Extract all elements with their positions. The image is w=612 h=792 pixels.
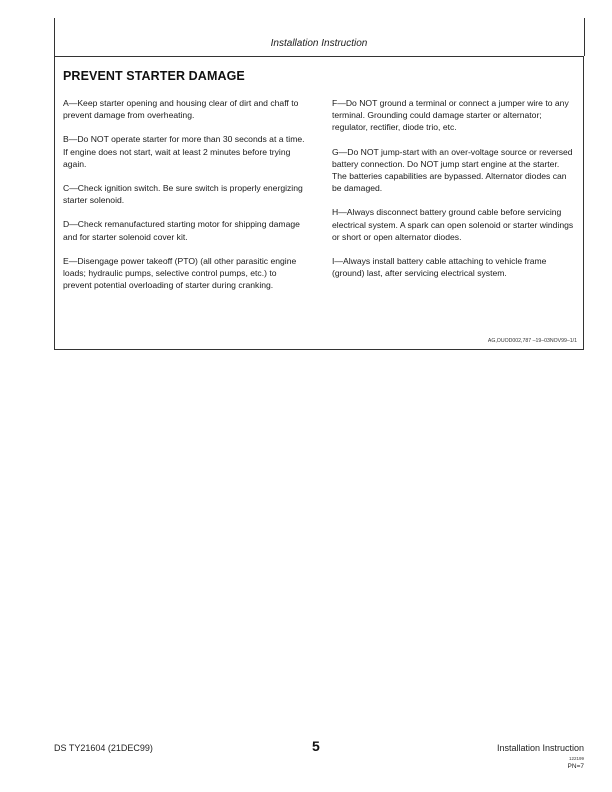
header-left-rule — [54, 18, 55, 56]
instruction-i: I—Always install battery cable attaching to vehicle frame (ground) last, after servicing electrical system. — [332, 256, 547, 279]
instruction-g: G—Do NOT jump-start with an over-voltage source or reversed battery connection. Do NOT jump start engine at the starter. The batteries capabilities are bypassed. Alternator diodes can be damaged. — [332, 146, 573, 194]
instruction-d: D—Check remanufactured starting motor for shipping damage and for starter solenoid cover kit. — [63, 219, 300, 242]
section-title: PREVENT STARTER DAMAGE — [63, 69, 245, 83]
footer-title: Installation Instruction — [496, 743, 584, 753]
left-column — [63, 97, 307, 303]
instruction-c: C—Check ignition switch. Be sure switch is properly energizing starter solenoid. — [63, 183, 303, 206]
instruction-e: E—Disengage power takeoff (PTO) (all other parasitic engine loads; hydraulic pumps, selective control pumps, etc.) to prevent potential overloading of starter during cranking. — [63, 255, 297, 291]
footer-pn: PN=7 — [567, 763, 584, 770]
instruction-f: F—Do NOT ground a terminal or connect a jumper wire to any terminal. Grounding could damage starter or alternator; regulator, rectifier, diode trio, etc. — [332, 98, 569, 133]
header-right-rule — [584, 18, 585, 56]
footer-page-number: 5 — [312, 738, 320, 754]
right-column — [332, 97, 576, 291]
footer-small-code: 122199 — [568, 756, 584, 761]
footer-doc-id: DS TY21604 (21DEC99) — [54, 743, 153, 753]
instruction-h: H—Always disconnect battery ground cable before servicing electrical system. A spark can open solenoid or starter windings or short or open alternator diodes. — [332, 207, 574, 242]
header-title: Installation Instruction — [270, 38, 368, 49]
instruction-a: A—Keep starter opening and housing clear of dirt and chaff to prevent damage from overheating. — [63, 98, 299, 121]
instruction-box — [54, 56, 584, 350]
instruction-b: B—Do NOT operate starter for more than 30 seconds at a time. If engine does not start, wait at least 2 minutes before trying again. — [63, 134, 305, 169]
section-code: AG,OUOD002,787 –19–03NOV99–1/1 — [487, 338, 577, 344]
